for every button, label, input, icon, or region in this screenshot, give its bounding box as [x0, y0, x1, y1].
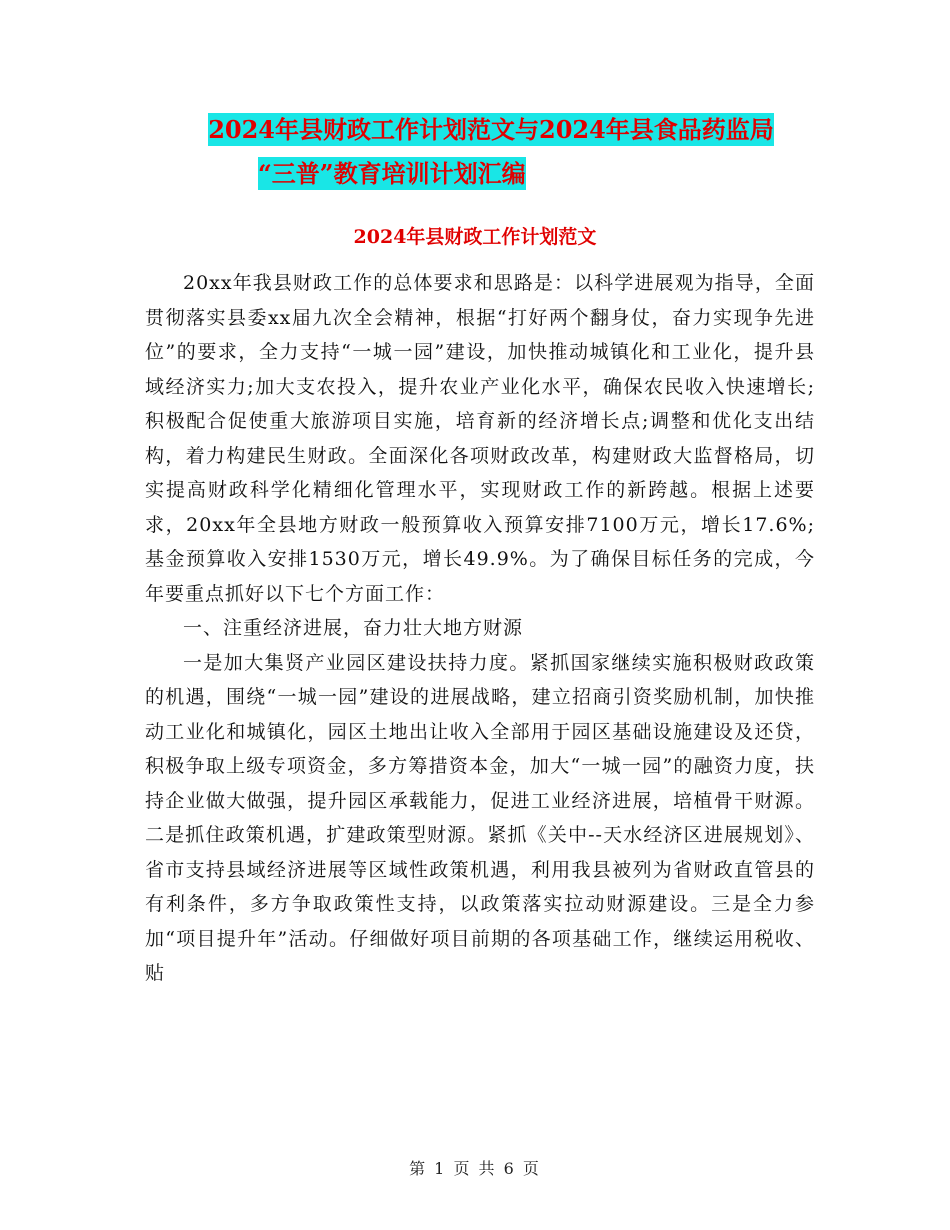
- section-heading: 2024年县财政工作计划范文: [353, 226, 597, 248]
- paragraph-subheading: 一、注重经济进展，奋力壮大地方财源: [183, 617, 524, 639]
- paragraph-intro: 20xx年我县财政工作的总体要求和思路是：以科学进展观为指导，全面贯彻落实县委xx届九次全会精神，根据“打好两个翻身仗，奋力实现争先进位”的要求，全力支持“一城一园”建设，加快推动城镇化和工业化，提升县域经济实力;加大支农投入，提升农业产业化水平，确保农民收入快速增长;积极配合促使重大旅游项目实施，培育新的经济增长点;调整和优化支出结构，着力构建民生财政。全面深化各项财政改革，构建财政大监督格局，切实提高财政科学化精细化管理水平，实现财政工作的新跨越。根据上述要求，20xx年全县地方财政一般预算收入预算安排7100万元，增长17.6%;基金预算收入安排1530万元，增长49.9%。为了确保目标任务的完成，今年要重点抓好以下七个方面工作：: [145, 272, 815, 605]
- document-title-line-2: [0, 157, 950, 191]
- title-highlight-1: 2024年县财政工作计划范文与2024年县食品药监局: [208, 115, 774, 144]
- document-title-line-1: [0, 113, 950, 147]
- paragraph-detail: 一是加大集贤产业园区建设扶持力度。紧抓国家继续实施积极财政政策的机遇，围绕“一城一园”建设的进展战略，建立招商引资奖励机制，加快推动工业化和城镇化，园区土地出让收入全部用于园区基础设施建设及还贷，积极争取上级专项资金，多方筹措资本金，加大“一城一园”的融资力度，扶持企业做大做强，提升园区承载能力，促进工业经济进展，培植骨干财源。二是抓住政策机遇，扩建政策型财源。紧抓《关中--天水经济区进展规划》、省市支持县域经济进展等区域性政策机遇，利用我县被列为省财政直管县的有利条件，多方争取政策性支持，以政策落实拉动财源建设。三是全力参加“项目提升年”活动。仔细做好项目前期的各项基础工作，继续运用税收、贴: [145, 651, 815, 984]
- body-text: [145, 266, 815, 991]
- title-highlight-2: “三普”教育培训计划汇编: [258, 159, 526, 188]
- page-footer: 第 1 页 共 6 页: [409, 1159, 541, 1178]
